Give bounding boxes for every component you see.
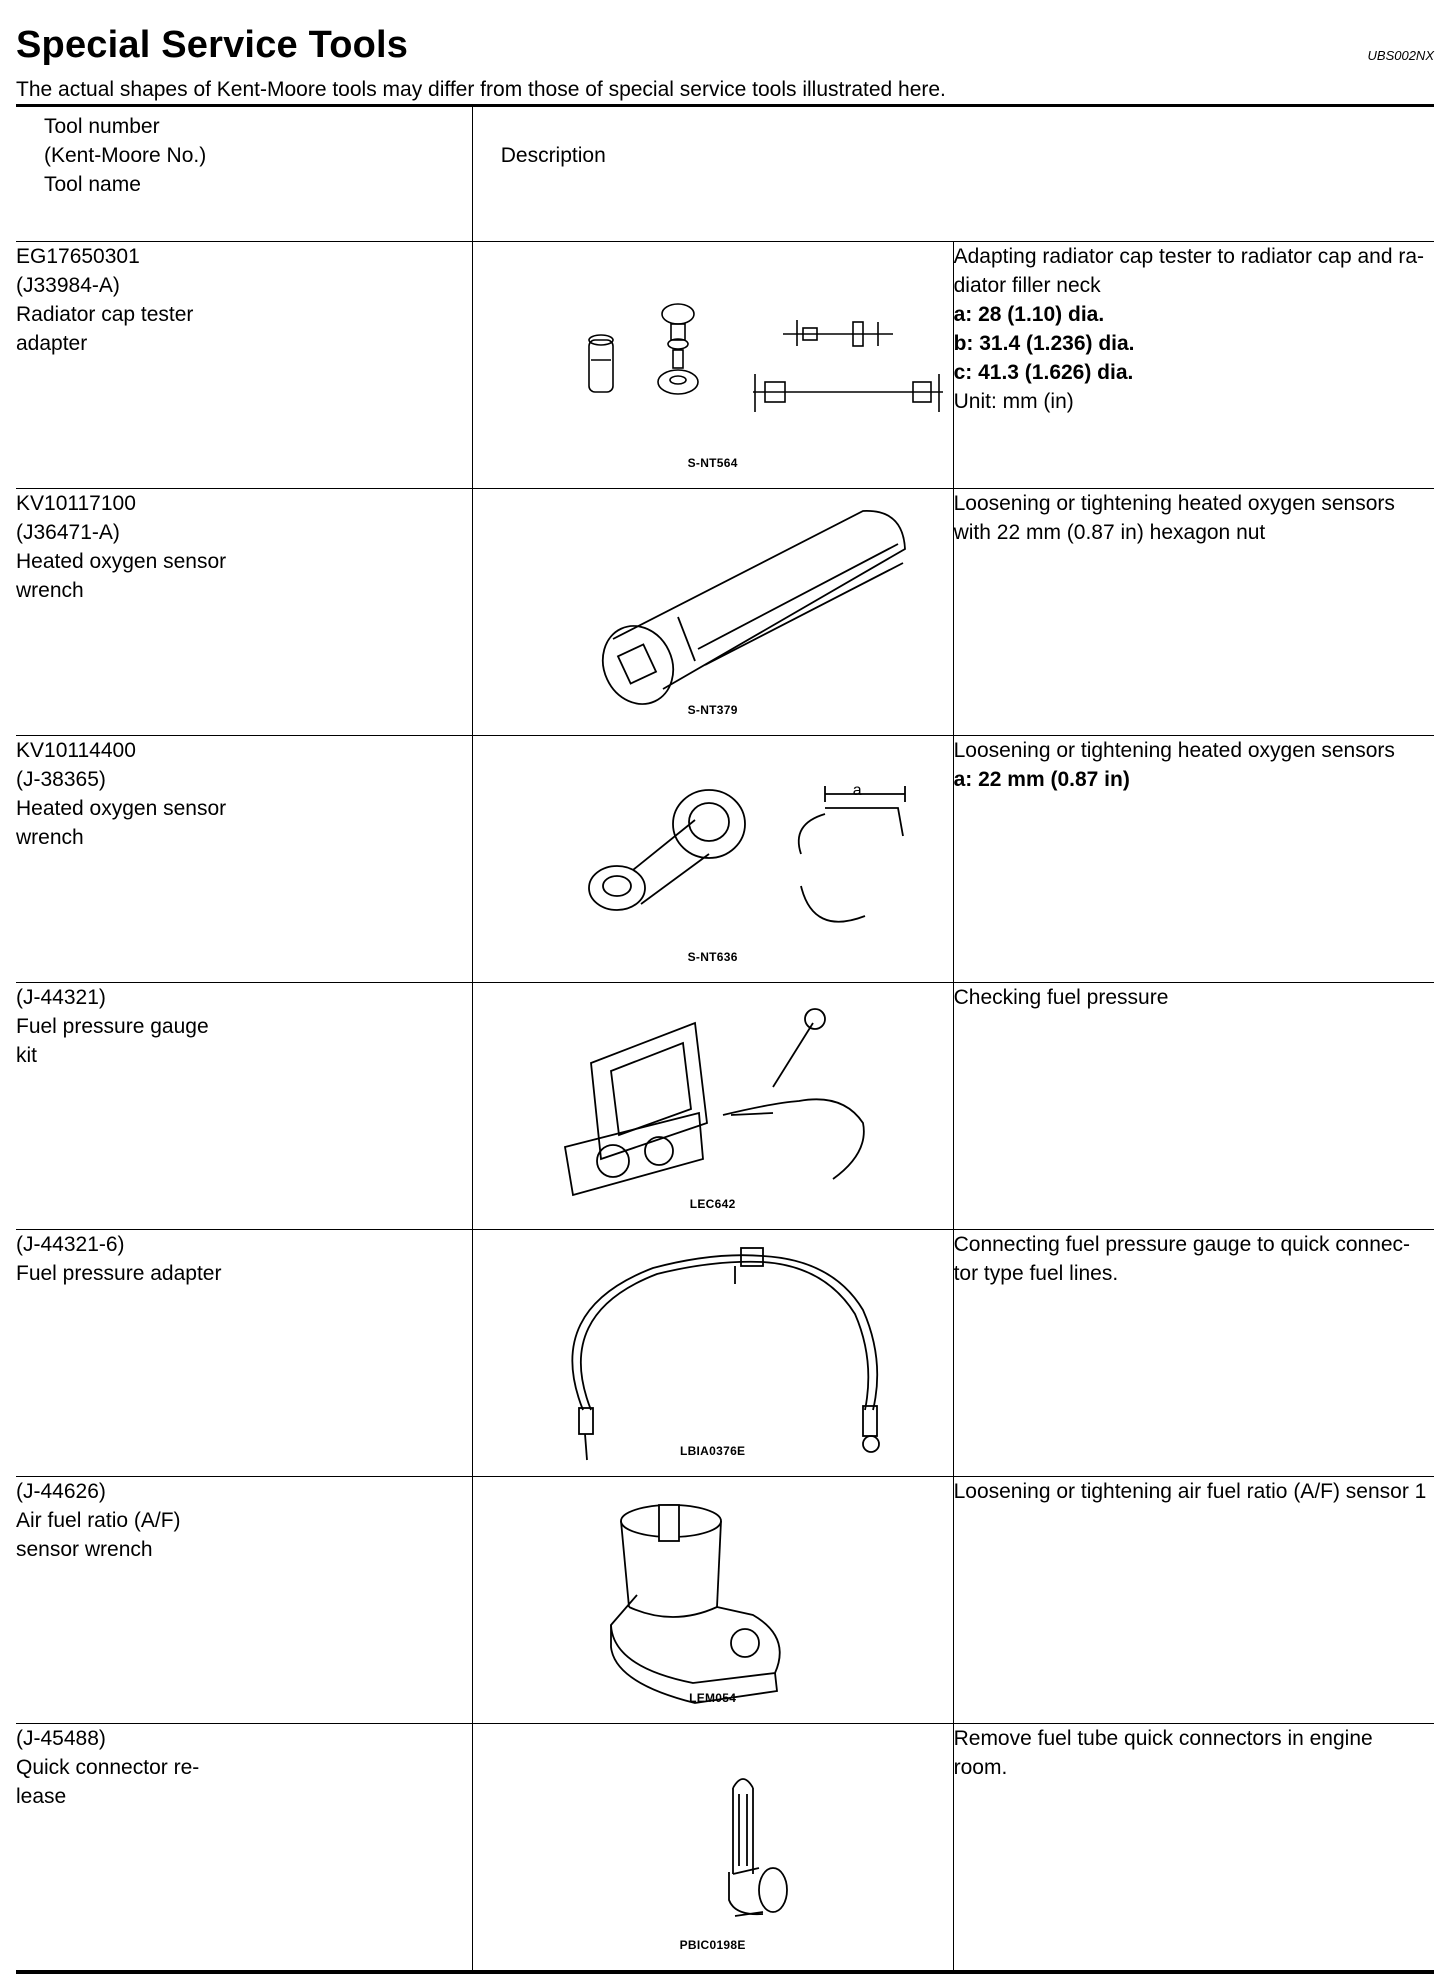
figure-code: LBIA0376E	[679, 1444, 746, 1458]
table-header-row	[16, 106, 1434, 242]
dimension-b: b: 31.4 (1.236) dia.	[953, 332, 1135, 355]
tool-name: lease	[16, 1785, 67, 1808]
table-row	[16, 736, 1434, 983]
tool-cell	[16, 983, 472, 1230]
figure-code: S-NT379	[687, 703, 738, 717]
dimension-a: a: 22 mm (0.87 in)	[953, 768, 1130, 791]
tool-name: Quick connector re-	[16, 1756, 200, 1779]
kent-moore-number: (J33984-A)	[16, 274, 120, 297]
tool-cell	[16, 1724, 472, 1973]
description-line: diator filler neck	[953, 274, 1101, 297]
tool-name: sensor wrench	[16, 1538, 153, 1561]
dimension-a: a: 28 (1.10) dia.	[953, 303, 1105, 326]
figure-cell	[472, 736, 953, 983]
tool-cell	[16, 1230, 472, 1477]
table-row	[16, 1724, 1434, 1973]
figure-code: S-NT636	[687, 950, 738, 964]
tool-name: Air fuel ratio (A/F)	[16, 1509, 181, 1532]
figure-cell	[472, 1477, 953, 1724]
figure-cell	[472, 983, 953, 1230]
figure-code: LEC642	[689, 1197, 736, 1211]
header-tool-line: (Kent-Moore No.)	[44, 144, 207, 167]
tool-cell	[16, 489, 472, 736]
table-row	[16, 983, 1434, 1230]
table-row	[16, 1230, 1434, 1477]
header-tool-cell	[16, 106, 472, 242]
description-line: Adapting radiator cap tester to radiator cap and ra-	[953, 245, 1425, 268]
kent-moore-number: (J-44321-6)	[16, 1233, 125, 1256]
page-title: Special Service Tools	[16, 24, 409, 66]
tool-name: Fuel pressure adapter	[16, 1262, 222, 1285]
tool-number: EG17650301	[16, 245, 140, 268]
description-line: with 22 mm (0.87 in) hexagon nut	[953, 521, 1266, 544]
kent-moore-number: (J-44321)	[16, 986, 106, 1009]
figure-cell	[472, 242, 953, 489]
figure-cell	[472, 1724, 953, 1973]
header-tool-line: Tool name	[44, 173, 141, 196]
description-line: Loosening or tightening air fuel ratio (A/F) sensor 1	[953, 1480, 1427, 1503]
table-row	[16, 489, 1434, 736]
tool-number: KV10117100	[16, 492, 136, 515]
figure-cell	[472, 1230, 953, 1477]
description-line: Checking fuel pressure	[953, 986, 1169, 1009]
title-row	[16, 24, 1434, 76]
document-page	[16, 24, 1434, 1974]
unit-note: Unit: mm (in)	[953, 390, 1074, 413]
tool-name: kit	[16, 1044, 37, 1067]
figure-cell	[472, 489, 953, 736]
tool-name: Heated oxygen sensor	[16, 797, 227, 820]
tool-name: wrench	[16, 579, 84, 602]
tool-cell	[16, 1477, 472, 1724]
header-tool-line: Tool number	[44, 115, 160, 138]
dimension-label: a	[852, 782, 862, 799]
table-row	[16, 1477, 1434, 1724]
kent-moore-number: (J-45488)	[16, 1727, 106, 1750]
tool-name: Radiator cap tester	[16, 303, 194, 326]
kent-moore-number: (J-38365)	[16, 768, 106, 791]
description-line: Remove fuel tube quick connectors in engine	[953, 1727, 1373, 1750]
document-code: UBS002NX	[1367, 48, 1434, 63]
tool-name: wrench	[16, 826, 84, 849]
header-description-cell: Description	[472, 106, 1434, 242]
description-line: room.	[953, 1756, 1008, 1779]
tool-cell	[16, 242, 472, 489]
kent-moore-number: (J36471-A)	[16, 521, 120, 544]
dimension-c: c: 41.3 (1.626) dia.	[953, 361, 1134, 384]
special-service-tools-table	[16, 104, 1434, 1974]
tool-cell	[16, 736, 472, 983]
tool-name: adapter	[16, 332, 88, 355]
figure-code: S-NT564	[687, 456, 738, 470]
tool-number: KV10114400	[16, 739, 136, 762]
tool-name: Heated oxygen sensor	[16, 550, 227, 573]
description-line: Connecting fuel pressure gauge to quick connec-	[953, 1233, 1411, 1256]
page-subtitle: The actual shapes of Kent-Moore tools may differ from those of special service tools illustrated here.	[16, 78, 946, 101]
tool-name: Fuel pressure gauge	[16, 1015, 209, 1038]
description-line: Loosening or tightening heated oxygen sensors	[953, 492, 1395, 515]
table-row	[16, 242, 1434, 489]
figure-code: LEM054	[689, 1691, 737, 1705]
figure-code: PBIC0198E	[679, 1938, 746, 1952]
kent-moore-number: (J-44626)	[16, 1480, 106, 1503]
description-line: tor type fuel lines.	[953, 1262, 1119, 1285]
description-line: Loosening or tightening heated oxygen sensors	[953, 739, 1395, 762]
